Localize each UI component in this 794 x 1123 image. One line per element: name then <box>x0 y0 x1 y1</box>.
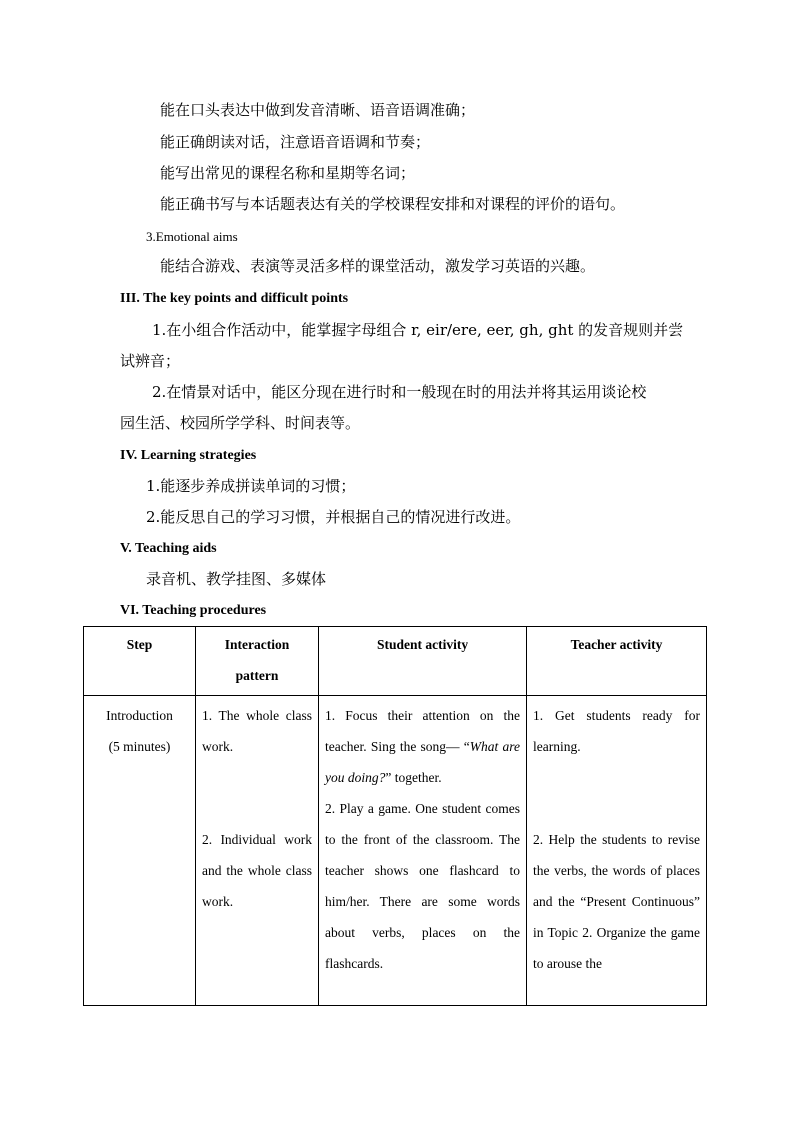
header-interaction <box>196 627 319 696</box>
header-student-activity: Student activity <box>319 627 527 696</box>
header-teacher-activity: Teacher activity <box>527 627 707 696</box>
text-line-6: 能结合游戏、表演等灵活多样的课堂活动，激发学习英语的兴趣。 <box>160 257 596 275</box>
cell-interaction <box>196 696 319 1006</box>
text-line-1: 能在口头表达中做到发音清晰、语音语调准确； <box>160 101 476 119</box>
key-point-2-line-b: 园生活、校园所学学科、时间表等。 <box>120 414 361 432</box>
table-row <box>84 696 707 1006</box>
header-step: Step <box>84 627 196 696</box>
step-duration: (5 minutes) <box>108 739 171 754</box>
procedures-table <box>83 626 707 1006</box>
strategy-2: 2.能反思自己的学习习惯，并根据自己的情况进行改进。 <box>146 508 521 526</box>
section-teaching-aids-title: V. Teaching aids <box>120 541 217 556</box>
student-activity-1-post: ” together. <box>385 770 442 785</box>
text-line-2: 能正确朗读对话，注意语音语调和节奏； <box>160 133 431 151</box>
student-activity-2: 2. Play a game. One student comes to the front of the classroom. The teacher shows one flashcard to him/her. There are some words about verbs, places on the flashcards. <box>325 801 520 971</box>
student-activity-1 <box>325 700 520 793</box>
cell-teacher-activity <box>527 696 707 1006</box>
teacher-activity-2: 2. Help the students to revise the verbs, the words of places and the “Present Continuous” in Topic 2. Organize the game to arouse the <box>533 832 700 971</box>
header-interaction-line-2: pattern <box>235 668 279 683</box>
teacher-activity-1: 1. Get students ready for learning. <box>533 708 700 754</box>
section-key-points-title: III. The key points and difficult points <box>120 291 349 306</box>
header-interaction-line-1: Interaction <box>224 637 290 652</box>
section-teaching-procedures-title: VI. Teaching procedures <box>120 603 267 618</box>
key-point-2-line-a: 2.在情景对话中，能区分现在进行时和一般现在时的用法并将其运用谈论校 <box>152 383 647 401</box>
cell-student-activity <box>319 696 527 1006</box>
key-point-1-line-a: 1.在小组合作活动中，能掌握字母组合 r, eir/ere, eer, gh, ght 的发音规则并尝 <box>152 321 684 339</box>
strategy-1: 1.能逐步养成拼读单词的习惯； <box>146 477 356 495</box>
key-point-1-line-b: 试辨音； <box>120 352 181 370</box>
table-header-row <box>84 627 707 696</box>
section-learning-strategies-title: IV. Learning strategies <box>120 448 257 463</box>
emotional-aims-label: 3.Emotional aims <box>146 229 238 244</box>
cell-step <box>84 696 196 1006</box>
interaction-1: 1. The whole class work. <box>202 708 312 754</box>
teaching-aids-text: 录音机、教学挂图、多媒体 <box>146 570 327 588</box>
text-line-3: 能写出常见的课程名称和星期等名词； <box>160 164 416 182</box>
interaction-2: 2. Individual work and the whole class work. <box>202 832 312 909</box>
text-line-4: 能正确书写与本话题表达有关的学校课程安排和对课程的评价的语句。 <box>160 195 626 213</box>
step-name: Introduction <box>106 708 173 723</box>
student-activity-1-pre: 1. Focus their attention on the teacher. Sing the song— “ <box>325 708 520 754</box>
song-title: What are you doing? <box>325 739 521 785</box>
